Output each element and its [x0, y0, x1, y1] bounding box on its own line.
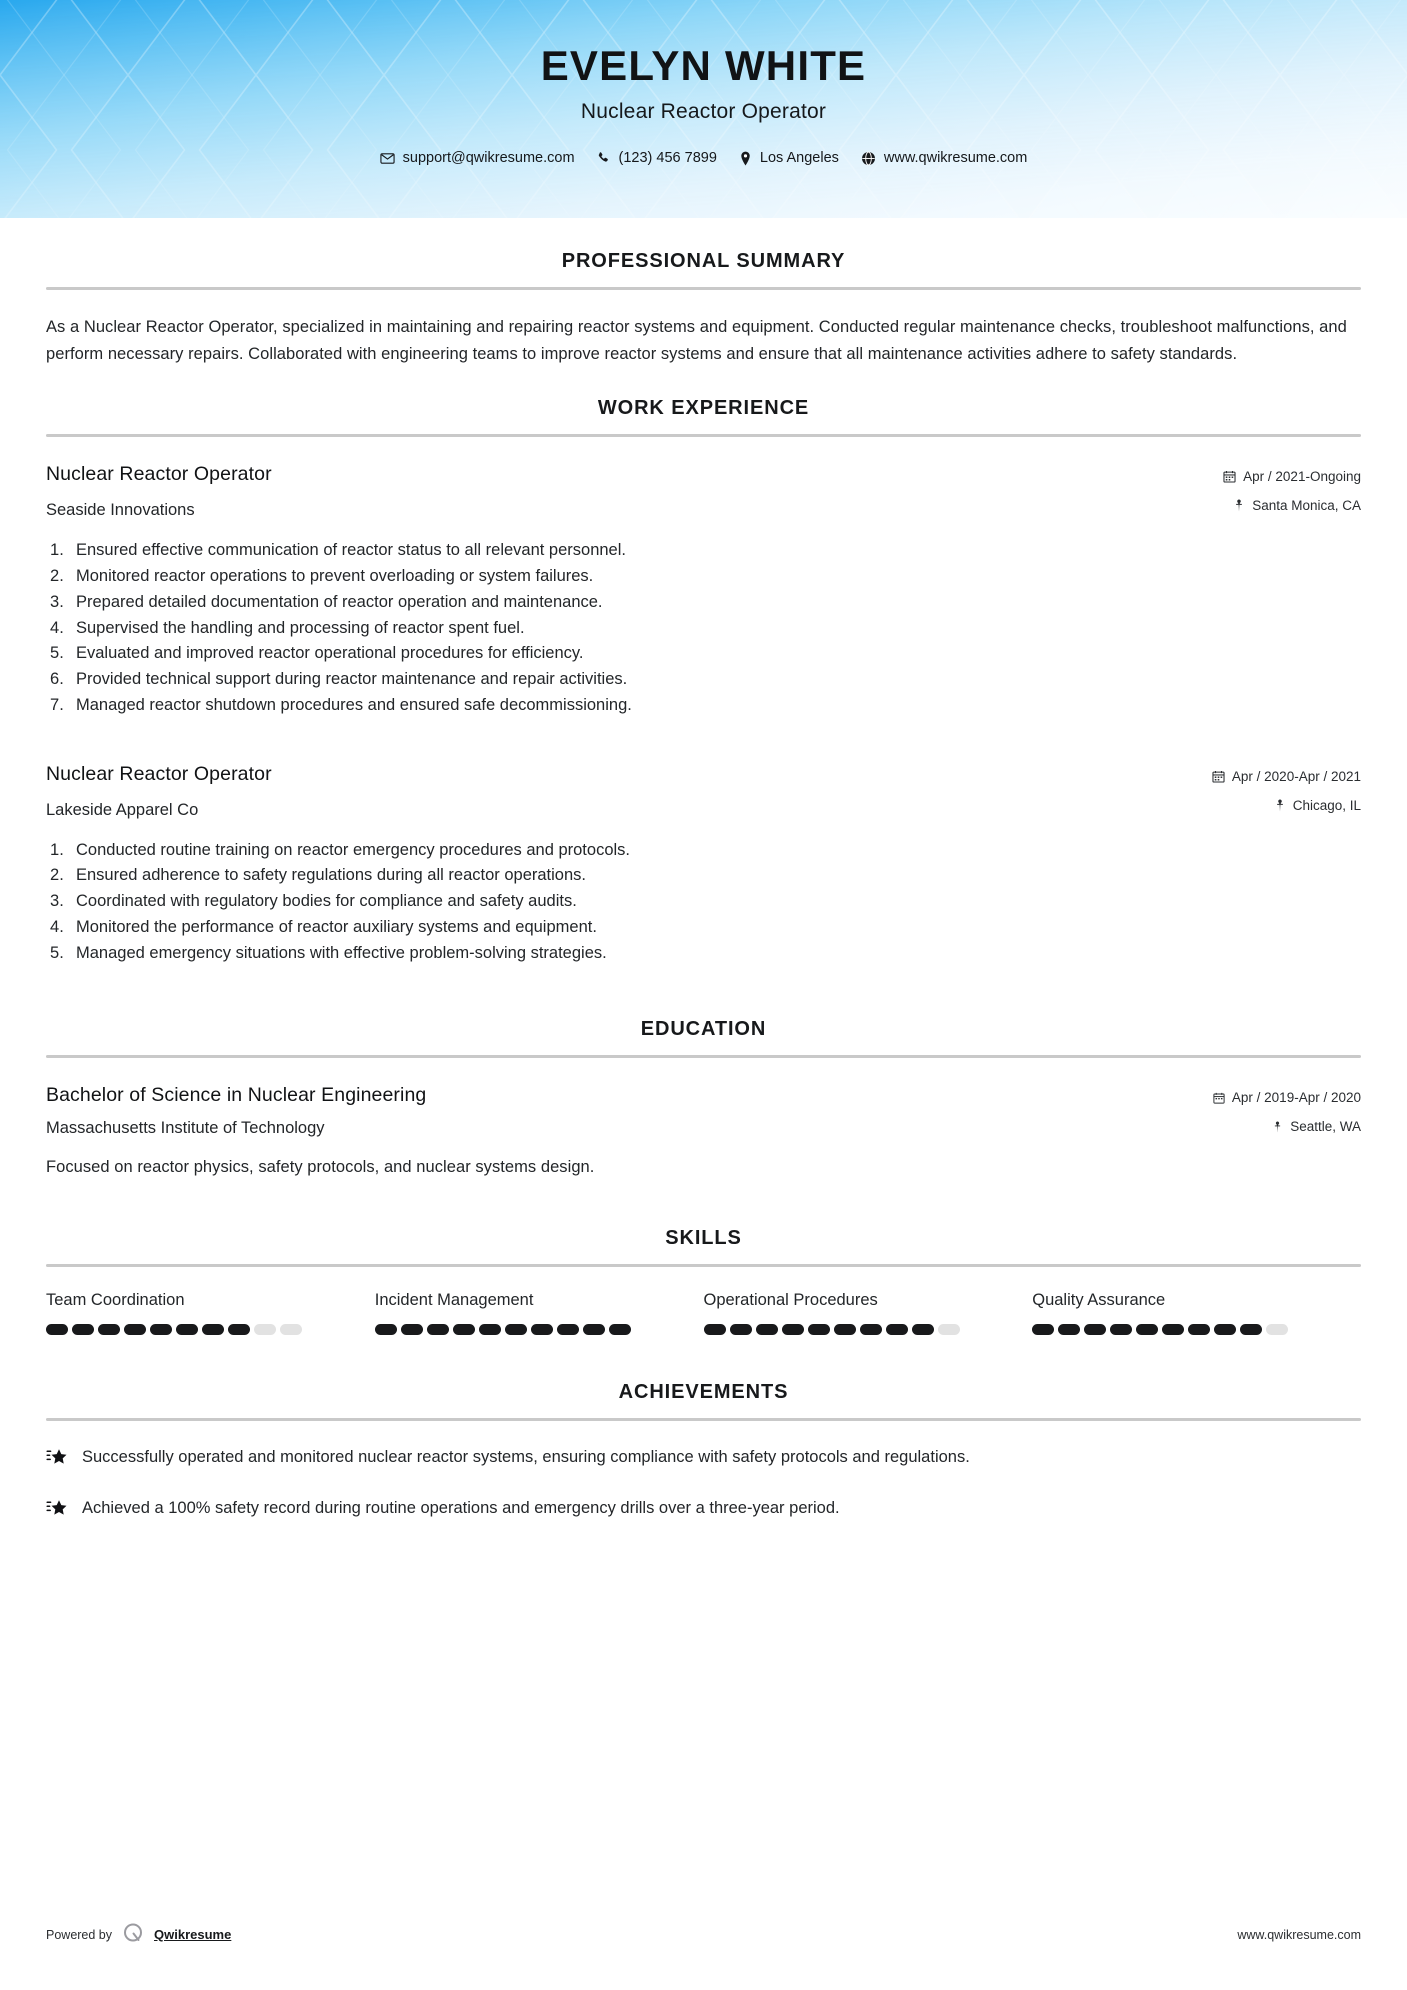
- skill-segment: [808, 1324, 830, 1335]
- star-icon: [46, 1496, 68, 1525]
- experience-dates-text: Apr / 2020-Apr / 2021: [1231, 768, 1361, 784]
- section-title-skills: SKILLS: [665, 1226, 742, 1249]
- experience-dates: [1131, 769, 1361, 784]
- skill-item: [704, 1291, 1033, 1335]
- footer-powered-by-label: Powered by: [46, 1927, 113, 1942]
- skill-segment: [176, 1324, 198, 1335]
- skill-segment: [150, 1324, 172, 1335]
- summary-body-text: As a Nuclear Reactor Operator, specialized in maintaining and repairing reactor systems and equipment. Conducted regular maintenance checks, troubleshoot malfunctions, and perform necessary repairs. Collaborated with engineering teams to improve reactor systems and ensure that all maintenance activities adhere to safety standards.: [46, 318, 1347, 363]
- experience-bullet: Evaluated and improved reactor operational procedures for efficiency.: [76, 644, 584, 663]
- skill-segment: [228, 1324, 250, 1335]
- contact-location: [739, 150, 839, 166]
- skill-segment: [479, 1324, 501, 1335]
- skill-segment: [401, 1324, 423, 1335]
- experience-bullet: Ensured adherence to safety regulations during all reactor operations.: [76, 866, 586, 885]
- skill-segment: [756, 1324, 778, 1335]
- contact-website-text: www.qwikresume.com: [883, 150, 1028, 167]
- skill-segment: [860, 1324, 882, 1335]
- section-skills: [46, 1227, 1361, 1335]
- skill-segment: [912, 1324, 934, 1335]
- skill-item: [46, 1291, 375, 1335]
- experience-bullet: Prepared detailed documentation of reactor operation and maintenance.: [76, 592, 603, 611]
- skill-segment: [124, 1324, 146, 1335]
- skill-segment: [453, 1324, 475, 1335]
- calendar-icon: [1212, 770, 1225, 783]
- experience-bullet: Provided technical support during reactor maintenance and repair activities.: [76, 670, 628, 689]
- experience-job-title: Nuclear Reactor Operator: [46, 463, 272, 486]
- skill-label: Team Coordination: [46, 1290, 185, 1309]
- location-pin-icon: [739, 151, 752, 166]
- qwikresume-logo-icon: [121, 1921, 145, 1948]
- experience-bullet: Monitored the performance of reactor auxiliary systems and equipment.: [76, 917, 597, 936]
- skill-segment: [280, 1324, 302, 1335]
- skill-segment: [1032, 1324, 1054, 1335]
- skill-segment: [1162, 1324, 1184, 1335]
- experience-bullet: Ensured effective communication of reactor status to all relevant personnel.: [76, 541, 626, 560]
- page-footer: [0, 1921, 1407, 1948]
- skill-segment: [938, 1324, 960, 1335]
- mail-icon: [380, 151, 395, 166]
- skill-segment: [72, 1324, 94, 1335]
- section-title-education: EDUCATION: [640, 1018, 767, 1041]
- section-divider: [46, 1264, 1361, 1267]
- section-title-achievements: ACHIEVEMENTS: [618, 1380, 789, 1403]
- section-divider: [46, 1418, 1361, 1421]
- skill-segment: [254, 1324, 276, 1335]
- education-dates: [1131, 1090, 1361, 1105]
- experience-entry: [46, 763, 1361, 967]
- skill-segment: [202, 1324, 224, 1335]
- experience-entry: [46, 463, 1361, 718]
- skill-segment: [531, 1324, 553, 1335]
- experience-company: Lakeside Apparel Co: [46, 800, 199, 819]
- skill-segment: [1058, 1324, 1080, 1335]
- experience-bullet: Managed reactor shutdown procedures and ensured safe decommissioning.: [76, 695, 632, 714]
- education-entry: [46, 1084, 1361, 1181]
- section-divider: [46, 1055, 1361, 1058]
- experience-location: [1131, 498, 1361, 513]
- section-title-experience: WORK EXPERIENCE: [597, 397, 810, 420]
- section-work-experience: [46, 397, 1361, 966]
- phone-icon: [597, 151, 611, 165]
- experience-meta: [1131, 763, 1361, 813]
- globe-icon: [861, 151, 876, 166]
- experience-bullet: Conducted routine training on reactor emergency procedures and protocols.: [76, 840, 630, 859]
- experience-bullet: Monitored reactor operations to prevent overloading or system failures.: [76, 567, 594, 586]
- experience-location-text: Chicago, IL: [1292, 797, 1361, 813]
- experience-bullet-list: [46, 538, 1361, 718]
- section-title-summary: PROFESSIONAL SUMMARY: [561, 250, 846, 272]
- skill-rating-bar: [704, 1324, 1033, 1335]
- experience-bullet: Supervised the handling and processing of reactor spent fuel.: [76, 618, 525, 637]
- contact-row: [0, 150, 1407, 166]
- experience-bullet: Coordinated with regulatory bodies for compliance and safety audits.: [76, 892, 577, 911]
- skill-segment: [704, 1324, 726, 1335]
- section-professional-summary: [46, 250, 1361, 367]
- experience-job-title: Nuclear Reactor Operator: [46, 762, 272, 785]
- experience-location-text: Santa Monica, CA: [1252, 498, 1361, 514]
- skill-segment: [886, 1324, 908, 1335]
- skill-segment: [1110, 1324, 1132, 1335]
- skill-segment: [1240, 1324, 1262, 1335]
- contact-phone[interactable]: [597, 150, 717, 166]
- experience-meta: [1131, 463, 1361, 513]
- candidate-job-title: Nuclear Reactor Operator: [580, 100, 827, 124]
- skill-label: Quality Assurance: [1032, 1290, 1166, 1309]
- education-dates-text: Apr / 2019-Apr / 2020: [1231, 1090, 1361, 1106]
- achievement-text: Successfully operated and monitored nuclear reactor systems, ensuring compliance with safety protocols and regulations.: [82, 1447, 970, 1466]
- skill-segment: [98, 1324, 120, 1335]
- skill-segment: [609, 1324, 631, 1335]
- education-location-text: Seattle, WA: [1290, 1119, 1361, 1135]
- map-pin-icon: [1272, 1121, 1283, 1133]
- section-education: [46, 1018, 1361, 1181]
- education-location: [1131, 1119, 1361, 1134]
- achievement-item: [46, 1496, 1361, 1525]
- contact-phone-text: (123) 456 7899: [618, 150, 717, 167]
- experience-company: Seaside Innovations: [46, 501, 195, 520]
- experience-bullet-list: [46, 838, 1361, 967]
- skill-segment: [782, 1324, 804, 1335]
- skills-grid: [46, 1291, 1361, 1335]
- experience-location: [1131, 798, 1361, 813]
- map-pin-icon: [1233, 499, 1245, 512]
- map-pin-icon: [1274, 799, 1286, 812]
- skill-segment: [505, 1324, 527, 1335]
- experience-bullet: Managed emergency situations with effective problem-solving strategies.: [76, 943, 607, 962]
- experience-dates-text: Apr / 2021-Ongoing: [1243, 469, 1361, 485]
- footer-website[interactable]: www.qwikresume.com: [1237, 1927, 1361, 1942]
- skill-rating-bar: [375, 1324, 704, 1335]
- contact-location-text: Los Angeles: [759, 150, 839, 167]
- calendar-icon: [1223, 470, 1236, 483]
- skill-segment: [1084, 1324, 1106, 1335]
- calendar-icon: [1213, 1092, 1225, 1104]
- skill-segment: [834, 1324, 856, 1335]
- achievement-list: [46, 1445, 1361, 1525]
- skill-segment: [557, 1324, 579, 1335]
- education-school: Massachusetts Institute of Technology: [46, 1119, 325, 1138]
- skill-rating-bar: [1032, 1324, 1361, 1335]
- resume-header-banner: [0, 0, 1407, 218]
- contact-email[interactable]: [380, 150, 575, 166]
- skill-item: [375, 1291, 704, 1335]
- achievement-text: Achieved a 100% safety record during routine operations and emergency drills over a three-year period.: [82, 1498, 840, 1517]
- skill-item: [1032, 1291, 1361, 1335]
- education-degree: Bachelor of Science in Nuclear Engineering: [46, 1084, 427, 1107]
- skill-segment: [46, 1324, 68, 1335]
- candidate-name: EVELYN WHITE: [540, 42, 867, 89]
- skill-label: Incident Management: [374, 1290, 534, 1309]
- skill-segment: [1266, 1324, 1288, 1335]
- skill-segment: [427, 1324, 449, 1335]
- skill-segment: [583, 1324, 605, 1335]
- skill-segment: [1214, 1324, 1236, 1335]
- skill-label: Operational Procedures: [703, 1290, 878, 1309]
- skill-segment: [1188, 1324, 1210, 1335]
- experience-dates: [1131, 469, 1361, 484]
- skill-segment: [1136, 1324, 1158, 1335]
- section-divider: [46, 287, 1361, 290]
- contact-website[interactable]: [861, 150, 1027, 166]
- footer-brand-link[interactable]: Qwikresume: [154, 1927, 232, 1942]
- achievement-item: [46, 1445, 1361, 1474]
- footer-branding: [46, 1921, 231, 1948]
- education-description: Focused on reactor physics, safety protocols, and nuclear systems design.: [46, 1158, 595, 1177]
- contact-email-text: support@qwikresume.com: [402, 150, 575, 167]
- section-achievements: [46, 1381, 1361, 1525]
- skill-rating-bar: [46, 1324, 375, 1335]
- star-icon: [46, 1445, 68, 1474]
- skill-segment: [730, 1324, 752, 1335]
- skill-segment: [375, 1324, 397, 1335]
- education-meta: [1131, 1084, 1361, 1134]
- section-divider: [46, 434, 1361, 437]
